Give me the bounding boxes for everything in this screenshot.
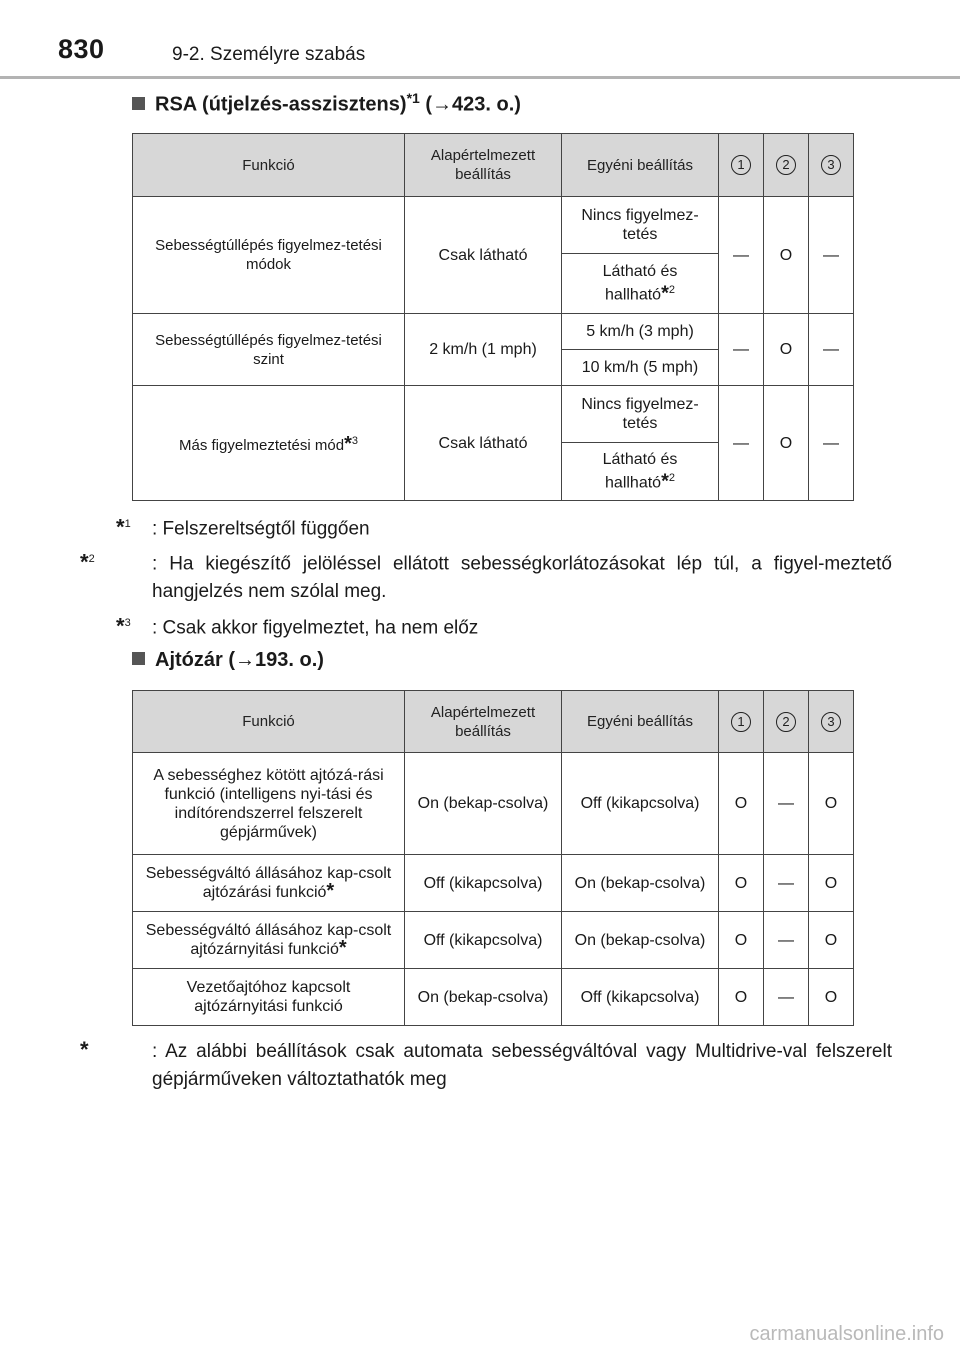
table-row xyxy=(133,197,854,254)
column-header-default: Alapértelmezett beállítás xyxy=(405,134,562,197)
footnote-automatic-transmission: * : Az alábbi beállítások csak automata sebességváltóval vagy Multidrive-val felszerelt gépjárműveken változtathatók meg xyxy=(80,1037,892,1090)
header-rule xyxy=(0,76,960,79)
custom-cell: Látható és hallható*$^2$ xyxy=(562,443,719,501)
table-row xyxy=(133,314,854,350)
column-1-cell: — xyxy=(719,314,764,386)
door-lock-settings-table xyxy=(132,690,854,1026)
custom-cell: On (bekap-csolva) xyxy=(562,912,719,969)
column-header-custom: Egyéni beállítás xyxy=(562,691,719,753)
column-1-cell: — xyxy=(719,386,764,501)
column-1-cell: O xyxy=(719,969,764,1026)
default-cell: Csak látható xyxy=(405,386,562,501)
column-header-1 xyxy=(719,691,764,753)
circled-number-icon: 2 xyxy=(776,155,796,175)
column-2-cell: O xyxy=(764,386,809,501)
custom-cell: 5 km/h (3 mph) xyxy=(562,314,719,350)
circled-number-icon: 3 xyxy=(821,155,841,175)
column-2-cell: O xyxy=(764,197,809,314)
column-header-3 xyxy=(809,134,854,197)
default-cell: On (bekap-csolva) xyxy=(405,969,562,1026)
page-header xyxy=(0,0,960,80)
custom-cell: On (bekap-csolva) xyxy=(562,855,719,912)
default-cell: Csak látható xyxy=(405,197,562,314)
column-1-cell: O xyxy=(719,855,764,912)
table-row xyxy=(133,969,854,1026)
table-row xyxy=(133,386,854,443)
circled-number-icon: 1 xyxy=(731,155,751,175)
table-row xyxy=(133,753,854,855)
column-3-cell: O xyxy=(809,969,854,1026)
function-cell: Vezetőajtóhoz kapcsolt ajtózárnyitási funkció xyxy=(133,969,405,1026)
column-3-cell: — xyxy=(809,314,854,386)
column-3-cell: — xyxy=(809,197,854,314)
watermark: carmanualsonline.info xyxy=(749,1323,944,1345)
custom-cell: Nincs figyelmez-tetés xyxy=(562,386,719,443)
custom-cell: Off (kikapcsolva) xyxy=(562,753,719,855)
column-1-cell: — xyxy=(719,197,764,314)
custom-cell: Látható és hallható*$^2$ xyxy=(562,254,719,314)
table-header-row xyxy=(133,691,854,753)
function-cell: Sebességváltó állásához kap-csolt ajtózárnyitási funkció* xyxy=(133,912,405,969)
circled-number-icon: 2 xyxy=(776,712,796,732)
chapter-title: 9-2. Személyre szabás xyxy=(172,44,366,65)
table-header-row xyxy=(133,134,854,197)
section-heading-door-lock: Ajtózár (→193. o.) xyxy=(132,649,324,672)
column-header-2 xyxy=(764,134,809,197)
footnote-3: *$^3$ : Csak akkor figyelmeztet, ha nem előz xyxy=(116,613,479,639)
page-reference[interactable]: (→193. o.) xyxy=(228,649,324,671)
column-2-cell: — xyxy=(764,969,809,1026)
section-heading-rsa: RSA (útjelzés-asszisztens)$^{*1}$ (→423. o.) xyxy=(132,90,521,117)
column-2-cell: — xyxy=(764,753,809,855)
column-3-cell: — xyxy=(809,386,854,501)
footnote-1: *$^1$ : Felszereltségtől függően xyxy=(116,514,370,540)
page-number: 830 xyxy=(58,34,105,64)
table-row xyxy=(133,912,854,969)
column-2-cell: — xyxy=(764,855,809,912)
column-3-cell: O xyxy=(809,912,854,969)
column-header-custom: Egyéni beállítás xyxy=(562,134,719,197)
custom-cell: Off (kikapcsolva) xyxy=(562,969,719,1026)
column-header-function: Funkció xyxy=(133,691,405,753)
column-2-cell: — xyxy=(764,912,809,969)
default-cell: Off (kikapcsolva) xyxy=(405,912,562,969)
custom-cell: 10 km/h (5 mph) xyxy=(562,350,719,386)
function-cell: Sebességtúllépés figyelmez-tetési szint xyxy=(133,314,405,386)
column-3-cell: O xyxy=(809,855,854,912)
circled-number-icon: 1 xyxy=(731,712,751,732)
square-bullet-icon xyxy=(132,652,145,665)
function-cell: Sebességtúllépés figyelmez-tetési módok xyxy=(133,197,405,314)
table-row xyxy=(133,855,854,912)
column-header-default: Alapértelmezett beállítás xyxy=(405,691,562,753)
footnote-2: *$^2$ : Ha kiegészítő jelöléssel ellátott sebességkorlátozásokat lép túl, a figyel-meztető hangjelzés nem szólal meg. xyxy=(80,549,892,603)
square-bullet-icon xyxy=(132,97,145,110)
column-1-cell: O xyxy=(719,753,764,855)
function-cell: Más figyelmeztetési mód*$^3$ xyxy=(133,386,405,501)
column-header-function: Funkció xyxy=(133,134,405,197)
default-cell: On (bekap-csolva) xyxy=(405,753,562,855)
function-cell: Sebességváltó állásához kap-csolt ajtózárási funkció* xyxy=(133,855,405,912)
default-cell: 2 km/h (1 mph) xyxy=(405,314,562,386)
column-header-3 xyxy=(809,691,854,753)
default-cell: Off (kikapcsolva) xyxy=(405,855,562,912)
column-header-2 xyxy=(764,691,809,753)
circled-number-icon: 3 xyxy=(821,712,841,732)
custom-cell: Nincs figyelmez-tetés xyxy=(562,197,719,254)
page-reference[interactable]: (→423. o.) xyxy=(425,93,521,116)
rsa-settings-table xyxy=(132,133,854,501)
column-3-cell: O xyxy=(809,753,854,855)
column-2-cell: O xyxy=(764,314,809,386)
column-1-cell: O xyxy=(719,912,764,969)
column-header-1 xyxy=(719,134,764,197)
function-cell: A sebességhez kötött ajtózá-rási funkció (intelligens nyi-tási és indítórendszerrel felszerelt gépjárművek) xyxy=(133,753,405,855)
